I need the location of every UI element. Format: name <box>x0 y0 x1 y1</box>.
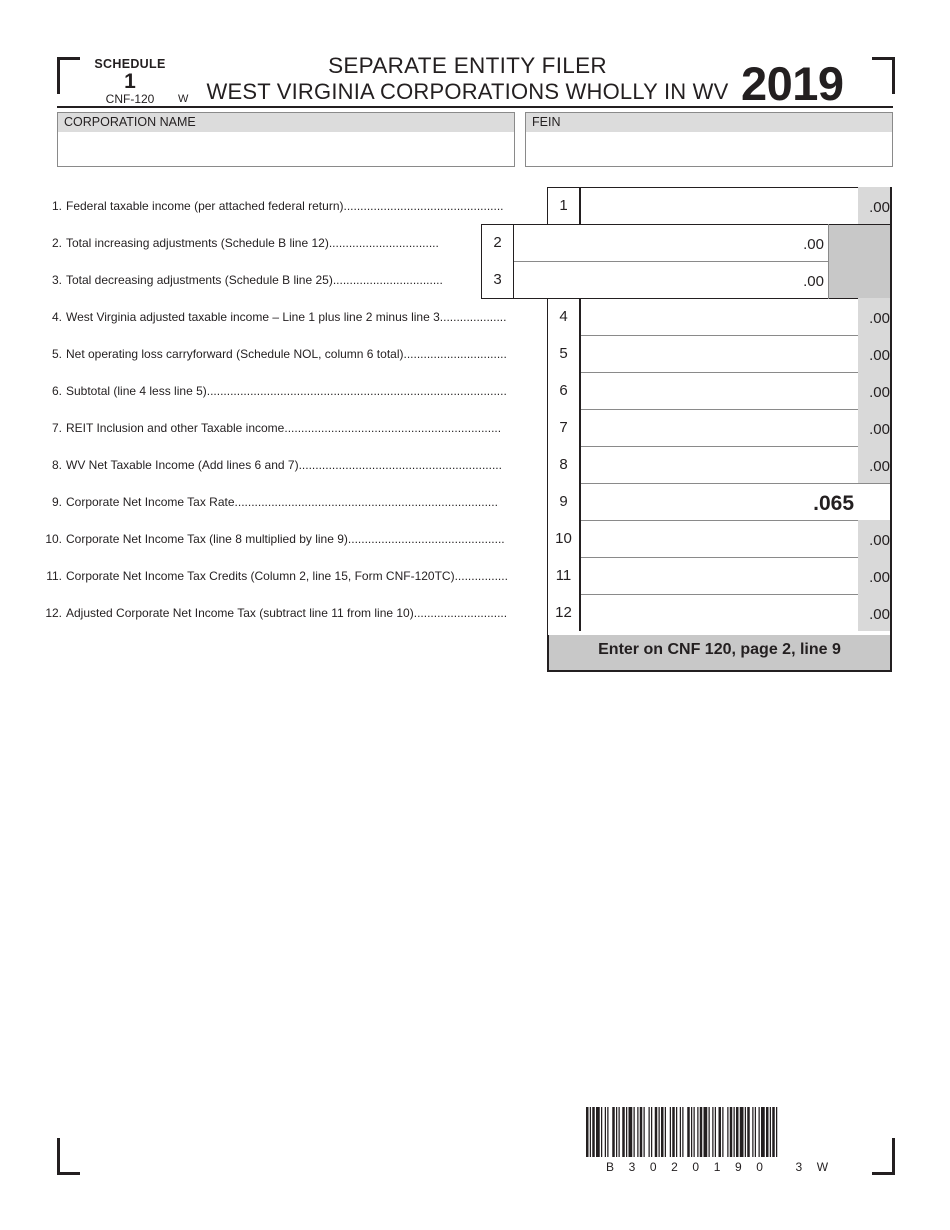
grid-line <box>580 298 581 335</box>
line-number: 11. <box>46 569 62 583</box>
amount-input[interactable] <box>581 187 856 224</box>
line-box-number: 4 <box>547 298 580 335</box>
line-description <box>40 606 507 620</box>
line-number: 1. <box>51 199 62 213</box>
barcode-bar <box>697 1107 698 1157</box>
line-number: 12. <box>45 606 62 620</box>
form-line-7 <box>0 409 950 446</box>
barcode-bar <box>752 1107 753 1157</box>
barcode-text: B3020190 3W <box>606 1160 843 1174</box>
barcode-bar <box>704 1107 708 1157</box>
form-line-6 <box>0 372 950 409</box>
line-description <box>40 569 508 583</box>
leader-dots: .................... <box>439 310 507 324</box>
barcode-bar <box>734 1107 735 1157</box>
fein-field[interactable] <box>525 112 893 167</box>
barcode-bar <box>616 1107 617 1157</box>
barcode-bar <box>687 1107 690 1157</box>
cents-suffix: .00 <box>858 335 890 372</box>
amount-input[interactable] <box>581 557 856 594</box>
line-box-number: 10 <box>547 520 580 557</box>
grid-line <box>580 335 581 372</box>
leader-dots: .......................................................................................... <box>206 384 507 398</box>
line-box-number: 2 <box>481 224 514 261</box>
line-text: Net operating loss carryforward (Schedule NOL, column 6 total) <box>66 347 404 361</box>
line-text: Subtotal (line 4 less line 5) <box>66 384 207 398</box>
form-line-8 <box>0 446 950 483</box>
grid-line <box>580 187 581 224</box>
line-text: Total increasing adjustments (Schedule B line 12) <box>66 236 329 250</box>
barcode-bar <box>682 1107 683 1157</box>
barcode-bar <box>691 1107 692 1157</box>
leader-dots: ................................................................. <box>284 421 502 435</box>
line-number: 6. <box>51 384 62 398</box>
amount-field[interactable] <box>581 594 890 631</box>
line-number: 9. <box>51 495 62 509</box>
cents-suffix: .00 <box>858 594 890 631</box>
amount-field[interactable] <box>581 446 890 483</box>
barcode-bar <box>719 1107 722 1157</box>
line-text: Federal taxable income (per attached federal return) <box>66 199 344 213</box>
line-description <box>40 236 439 250</box>
line-box-number: 5 <box>547 335 580 372</box>
line-text: West Virginia adjusted taxable income – Line 1 plus line 2 minus line 3 <box>66 310 440 324</box>
barcode-bar <box>607 1107 608 1157</box>
line-description <box>40 495 498 509</box>
leader-dots: ................ <box>454 569 508 583</box>
amount-input[interactable] <box>581 594 856 631</box>
crop-mark-bottom-right <box>872 1138 895 1175</box>
cents-suffix: .00 <box>858 372 890 409</box>
amount-field[interactable] <box>581 409 890 446</box>
form-line-9 <box>0 483 950 520</box>
barcode-bar <box>629 1107 633 1157</box>
leader-dots: ............................................................................... <box>234 495 498 509</box>
barcode-bar <box>700 1107 703 1157</box>
form-line-3 <box>0 261 950 298</box>
barcode-bar <box>590 1107 591 1157</box>
line-text: Corporate Net Income Tax Rate <box>66 495 235 509</box>
line-box-number: 3 <box>481 261 514 298</box>
barcode-bar <box>676 1107 677 1157</box>
line-box-number: 11 <box>547 557 580 594</box>
schedule-label: SCHEDULE <box>94 57 166 71</box>
crop-mark-top-right <box>872 57 895 94</box>
barcode-bar <box>634 1107 635 1157</box>
amount-input[interactable] <box>581 520 856 557</box>
barcode-bar <box>592 1107 595 1157</box>
cents-suffix: .00 <box>858 520 890 557</box>
barcode-bar <box>759 1107 760 1157</box>
form-line-11 <box>0 557 950 594</box>
barcode-bar <box>640 1107 643 1157</box>
cents-suffix: .00 <box>858 557 890 594</box>
form-code: CNF-120 <box>105 92 155 106</box>
barcode-bar <box>637 1107 638 1157</box>
amount-input[interactable] <box>581 409 856 446</box>
fein-value[interactable] <box>526 132 892 148</box>
barcode-bar <box>659 1107 660 1157</box>
grid-line <box>580 372 581 409</box>
line-number: 8. <box>51 458 62 472</box>
barcode-bar <box>661 1107 664 1157</box>
cents-suffix: .00 <box>858 446 890 483</box>
barcode-bar <box>626 1107 627 1157</box>
amount-input[interactable] <box>581 446 856 483</box>
form-line-2 <box>0 224 950 261</box>
barcode-bar <box>605 1107 606 1157</box>
barcode-bar <box>612 1107 615 1157</box>
grid-line <box>580 409 581 446</box>
barcode-bar <box>644 1107 645 1157</box>
barcode-bar <box>747 1107 750 1157</box>
corporation-name-label: CORPORATION NAME <box>58 113 514 132</box>
barcode-bar <box>670 1107 671 1157</box>
barcode-bar <box>772 1107 775 1157</box>
barcode-bar <box>712 1107 713 1157</box>
barcode-bar <box>740 1107 744 1157</box>
barcode-bar <box>680 1107 681 1157</box>
amount-field[interactable] <box>581 298 890 335</box>
line-number: 5. <box>51 347 62 361</box>
title-line-2: WEST VIRGINIA CORPORATIONS WHOLLY IN WV <box>206 79 729 104</box>
line-description <box>40 347 507 361</box>
barcode-bar <box>586 1107 589 1157</box>
leader-dots: ............................... <box>403 347 507 361</box>
barcode-bar <box>622 1107 625 1157</box>
line-description <box>40 310 506 324</box>
title-line-1: SEPARATE ENTITY FILER <box>328 53 607 78</box>
barcode-bar <box>672 1107 675 1157</box>
line-text: REIT Inclusion and other Taxable income <box>66 421 285 435</box>
line-text: WV Net Taxable Income (Add lines 6 and 7) <box>66 458 299 472</box>
barcode-bar <box>601 1107 602 1157</box>
barcode-bar <box>665 1107 666 1157</box>
cents-suffix: .00 <box>803 236 824 253</box>
cents-suffix: .00 <box>858 409 890 446</box>
leader-dots: ................................................ <box>343 199 504 213</box>
barcode-bar <box>776 1107 777 1157</box>
line-box-number: 1 <box>547 187 580 224</box>
cents-suffix: .00 <box>858 298 890 335</box>
amount-input[interactable] <box>581 372 856 409</box>
grid-line <box>580 520 581 557</box>
barcode-bar <box>770 1107 771 1157</box>
amount-field[interactable] <box>581 483 890 520</box>
line-box-number: 6 <box>547 372 580 409</box>
barcode-bar <box>651 1107 652 1157</box>
line-description <box>40 199 504 213</box>
line-number: 2. <box>51 236 62 250</box>
amount-field[interactable] <box>581 520 890 557</box>
leader-dots: ............................................................. <box>298 458 502 472</box>
line-number: 3. <box>51 273 62 287</box>
w-mark: W <box>178 93 189 105</box>
line-number: 7. <box>51 421 62 435</box>
line-number: 10. <box>45 532 62 546</box>
amount-field[interactable] <box>581 372 890 409</box>
form-line-4 <box>0 298 950 335</box>
line-description <box>40 458 502 472</box>
barcode-bar <box>730 1107 733 1157</box>
barcode-bar <box>655 1107 658 1157</box>
barcode-bar <box>727 1107 728 1157</box>
line-description <box>40 532 505 546</box>
line-box-number: 9 <box>547 483 580 520</box>
header-rule <box>57 106 893 108</box>
barcode-bar <box>736 1107 739 1157</box>
grid-line <box>580 557 581 594</box>
line-box-number: 7 <box>547 409 580 446</box>
crop-mark-top-left <box>57 57 80 94</box>
amount-input[interactable] <box>514 224 794 261</box>
crop-mark-bottom-left <box>57 1138 80 1175</box>
form-line-1 <box>0 187 950 224</box>
form-line-12 <box>0 594 950 631</box>
form-line-5 <box>0 335 950 372</box>
fein-label: FEIN <box>526 113 892 132</box>
grid-line <box>580 594 581 631</box>
line-text: Corporate Net Income Tax (line 8 multiplied by line 9) <box>66 532 348 546</box>
barcode <box>586 1107 856 1159</box>
amount-field[interactable] <box>581 557 890 594</box>
barcode-bar <box>745 1107 746 1157</box>
amount-input[interactable] <box>514 261 794 298</box>
leader-dots: ................................. <box>332 273 443 287</box>
line-text: Corporate Net Income Tax Credits (Column 2, line 15, Form CNF-120TC) <box>66 569 455 583</box>
amount-input[interactable] <box>581 335 856 372</box>
barcode-bar <box>709 1107 710 1157</box>
line-description <box>40 384 507 398</box>
tax-rate-value: .065 <box>813 492 854 515</box>
amount-field[interactable] <box>581 187 890 224</box>
tax-year: 2019 <box>741 57 844 110</box>
leader-dots: ................................. <box>328 236 439 250</box>
line-description <box>40 273 443 287</box>
barcode-bar <box>755 1107 756 1157</box>
leader-dots: ............................................... <box>347 532 505 546</box>
amount-field[interactable] <box>581 335 890 372</box>
line-description <box>40 421 501 435</box>
cents-suffix: .00 <box>858 187 890 224</box>
line-number: 4. <box>51 310 62 324</box>
barcode-bar <box>715 1107 716 1157</box>
amount-input[interactable] <box>581 298 856 335</box>
footer-instruction: Enter on CNF 120, page 2, line 9 <box>548 635 892 672</box>
line-box-number: 12 <box>547 594 580 631</box>
form-line-10 <box>0 520 950 557</box>
grid-line <box>580 446 581 483</box>
barcode-bar <box>694 1107 695 1157</box>
corporation-name-value[interactable] <box>58 132 514 148</box>
line-text: Adjusted Corporate Net Income Tax (subtract line 11 from line 10) <box>66 606 414 620</box>
schedule-number: 1 <box>124 70 136 93</box>
barcode-bar <box>761 1107 765 1157</box>
barcode-bar <box>766 1107 769 1157</box>
barcode-bar <box>619 1107 620 1157</box>
line-text: Total decreasing adjustments (Schedule B line 25) <box>66 273 333 287</box>
barcode-bar <box>596 1107 600 1157</box>
corporation-name-field[interactable] <box>57 112 515 167</box>
grid-line <box>580 483 581 520</box>
barcode-bar <box>722 1107 723 1157</box>
leader-dots: ............................ <box>413 606 508 620</box>
line-box-number: 8 <box>547 446 580 483</box>
cents-suffix: .00 <box>803 273 824 290</box>
barcode-bar <box>649 1107 650 1157</box>
